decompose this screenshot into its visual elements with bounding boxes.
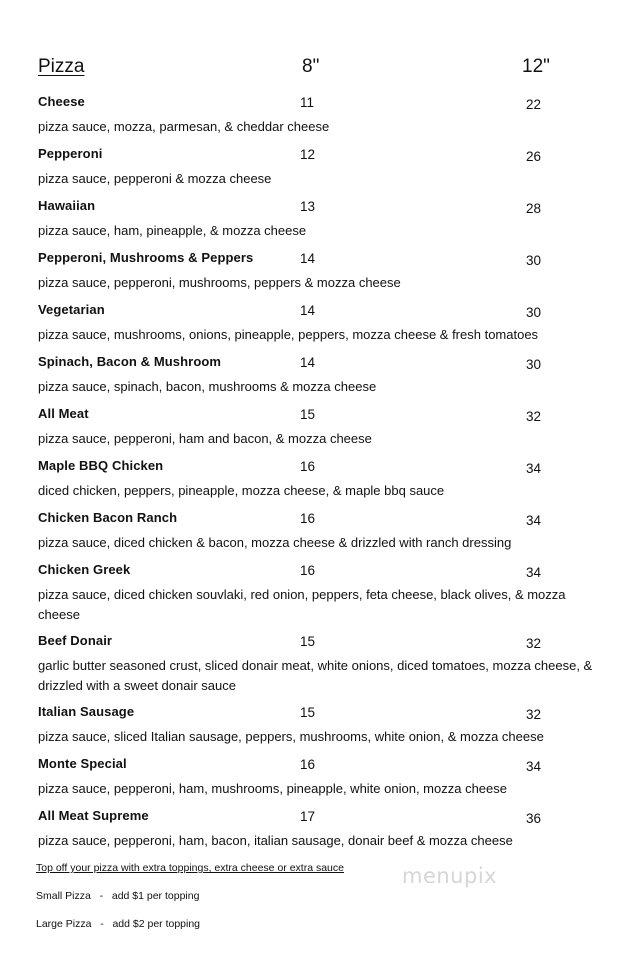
item-name: Pepperoni, Mushrooms & Peppers [38,250,254,265]
item-price-8: 15 [300,634,316,649]
item-name: Italian Sausage [38,704,135,719]
item-name: Cheese [38,94,85,109]
item-name: Maple BBQ Chicken [38,458,164,473]
item-price-12: 30 [526,305,542,320]
large-pizza-topping-price: Large Pizza - add $2 per topping [36,918,201,930]
item-price-12: 32 [526,707,542,722]
item-price-12: 22 [526,97,542,112]
item-description: garlic butter seasoned crust, sliced donair meat, white onions, diced tomatoes, mozza cheese, & drizzled with a sweet donair sauce [38,658,593,693]
toppings-note: Top off your pizza with extra toppings, extra cheese or extra sauce [36,862,344,874]
size-12-heading: 12" [522,56,550,77]
small-pizza-topping-price: Small Pizza - add $1 per topping [36,890,200,902]
item-price-8: 12 [300,147,316,162]
item-price-12: 36 [526,811,542,826]
item-description: pizza sauce, diced chicken & bacon, mozza cheese & drizzled with ranch dressing [38,535,512,550]
menu-item [0,146,636,198]
menu-header [0,56,636,86]
item-price-8: 16 [300,459,316,474]
item-name: Vegetarian [38,302,105,317]
menu-item [0,354,636,406]
item-name: All Meat [38,406,89,421]
item-description: pizza sauce, pepperoni, ham, bacon, italian sausage, donair beef & mozza cheese [38,833,513,848]
item-price-8: 14 [300,251,316,266]
menu-item [0,562,636,633]
item-price-12: 32 [526,409,542,424]
item-price-8: 14 [300,303,316,318]
menu-item [0,198,636,250]
item-price-12: 30 [526,253,542,268]
item-price-12: 34 [526,565,542,580]
item-name: Pepperoni [38,146,103,161]
item-price-8: 15 [300,407,316,422]
menu-item [0,756,636,808]
item-name: All Meat Supreme [38,808,149,823]
item-price-12: 30 [526,357,542,372]
item-price-12: 34 [526,461,542,476]
item-description: pizza sauce, spinach, bacon, mushrooms & mozza cheese [38,379,377,394]
menu-item [0,94,636,146]
item-price-12: 32 [526,636,542,651]
item-price-8: 17 [300,809,316,824]
item-price-12: 34 [526,513,542,528]
item-description: pizza sauce, pepperoni & mozza cheese [38,171,272,186]
menu-item [0,302,636,354]
item-description: pizza sauce, pepperoni, ham and bacon, & mozza cheese [38,431,372,446]
menu-items [0,94,636,860]
item-description: pizza sauce, mozza, parmesan, & cheddar cheese [38,119,330,134]
menu-item [0,510,636,562]
item-price-8: 13 [300,199,316,214]
watermark-logo: menupix [402,864,498,888]
menu-item [0,250,636,302]
item-price-8: 14 [300,355,316,370]
item-name: Hawaiian [38,198,96,213]
item-description: diced chicken, peppers, pineapple, mozza cheese, & maple bbq sauce [38,483,445,498]
item-price-8: 16 [300,563,316,578]
item-description: pizza sauce, ham, pineapple, & mozza cheese [38,223,307,238]
item-price-12: 28 [526,201,542,216]
item-description: pizza sauce, pepperoni, ham, mushrooms, pineapple, white onion, mozza cheese [38,781,507,796]
item-name: Spinach, Bacon & Mushroom [38,354,222,369]
item-name: Chicken Greek [38,562,131,577]
menu-item [0,808,636,860]
menu-item [0,458,636,510]
menu-item [0,406,636,458]
item-price-12: 34 [526,759,542,774]
item-price-12: 26 [526,149,542,164]
item-name: Chicken Bacon Ranch [38,510,178,525]
item-description: pizza sauce, sliced Italian sausage, peppers, mushrooms, white onion, & mozza cheese [38,729,544,744]
item-description: pizza sauce, pepperoni, mushrooms, peppers & mozza cheese [38,275,401,290]
item-price-8: 11 [300,95,315,110]
item-price-8: 16 [300,511,316,526]
item-name: Beef Donair [38,633,113,648]
item-price-8: 16 [300,757,316,772]
item-description: pizza sauce, mushrooms, onions, pineapple, peppers, mozza cheese & fresh tomatoes [38,327,539,342]
item-price-8: 15 [300,705,316,720]
menu-item [0,633,636,704]
size-8-heading: 8" [302,56,320,77]
menu-item [0,704,636,756]
item-name: Monte Special [38,756,127,771]
section-title: Pizza [38,56,85,77]
item-description: pizza sauce, diced chicken souvlaki, red onion, peppers, feta cheese, black olives, & mozza cheese [38,587,566,622]
